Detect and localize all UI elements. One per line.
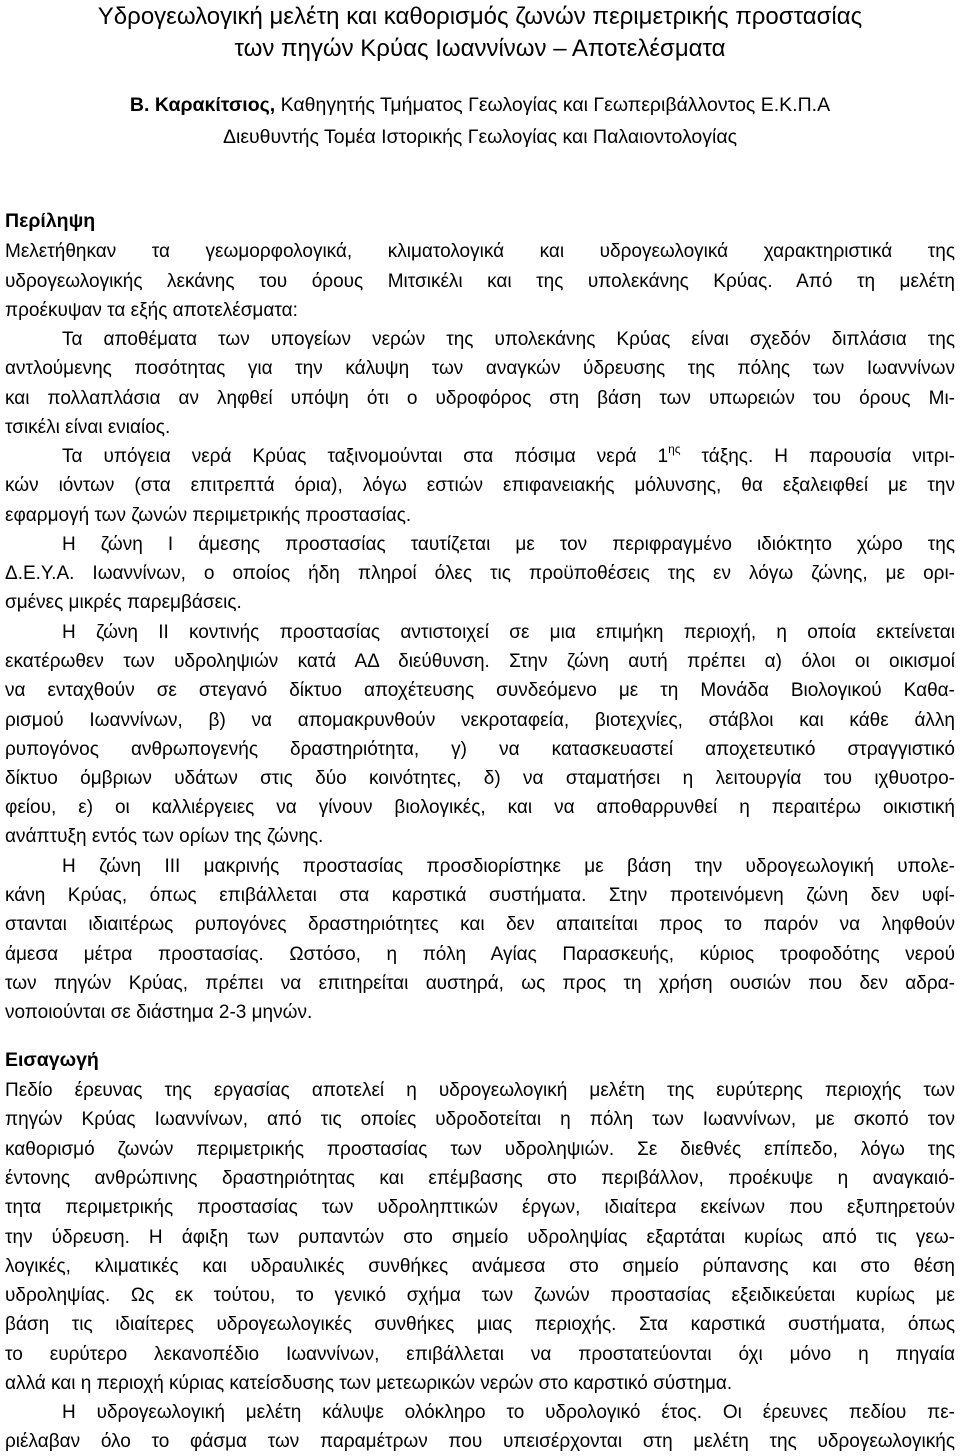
abstract-line: εφαρμογή των ζωνών περιμετρικής προστασίας.: [5, 505, 412, 526]
author-line: [0, 91, 960, 119]
introduction-line: το ευρύτερο λεκανοπέδιο Ιωαννίνων, επιβάλλεται να προστατεύονται όχι μόνο η πηγαία: [5, 1344, 955, 1365]
abstract-line: νοποιούνται σε διάστημα 2-3 μηνών.: [5, 1002, 313, 1023]
author-name: Β. Καρακίτσιος,: [129, 94, 276, 116]
abstract-line: ρισμού Ιωαννίνων, β) να απομακρυνθούν νεκροταφεία, βιοτεχνίες, στάβλοι και κάθε άλλη: [5, 710, 955, 731]
abstract-heading: Περίληψη: [5, 210, 96, 232]
introduction-line: Πεδίο έρευνας της εργασίας αποτελεί η υδρογεωλογική μελέτη της ευρύτερης περιοχής των: [5, 1080, 955, 1101]
introduction-line: πηγών Κρύας Ιωαννίνων, από τις οποίες υδροδοτείται η πόλη των Ιωαννίνων, με σκοπό τον: [5, 1109, 955, 1130]
abstract-line: φείου, ε) οι καλλιέργειες να γίνουν βιολογικές, και να αποθαρρυνθεί η περαιτέρω οικιστική: [5, 797, 955, 818]
abstract-line: κάνη Κρύας, όπως επιβάλλεται στα καρστικά συστήματα. Στην προτεινόμενη ζώνη δεν υφί-: [5, 885, 955, 906]
introduction-line: τητα περιμετρικής προστασίας των υδροληπτικών έργων, ιδιαίτερα εκείνων που εξυπηρετούν: [5, 1197, 955, 1218]
introduction-line: υδροληψίας. Ως εκ τούτου, το γενικό σχήμα των ζωνών προστασίας εξειδικεύεται κυρίως με: [5, 1285, 955, 1306]
abstract-line: να ενταχθούν σε στεγανό δίκτυο αποχέτευσης συνδεόμενο με τη Μονάδα Βιολογικού Καθα-: [5, 680, 955, 701]
abstract-line: Τα αποθέματα των υπογείων νερών της υπολεκάνης Κρύας είναι σχεδόν διπλάσια της: [62, 329, 955, 350]
introduction-line: λογικές, κλιματικές και υδραυλικές συνθήκες ανάμεσα στο σημείο ρύπανσης και στο θέση: [5, 1256, 955, 1277]
abstract-line: ανάπτυξη εντός των ορίων της ζώνης.: [5, 826, 324, 847]
introduction-heading: Εισαγωγή: [5, 1049, 99, 1071]
abstract-line: προέκυψαν τα εξής αποτελέσματα:: [5, 300, 298, 321]
abstract-line: υδρογεωλογικής λεκάνης του όρους Μιτσικέλι και της υπολεκάνης Κρύας. Από τη μελέτη: [5, 271, 955, 292]
abstract-line: Δ.Ε.Υ.Α. Ιωαννίνων, ο οποίος ήδη πληροί όλες τις προϋποθέσεις της εν λόγω ζώνης, με ορι-: [5, 563, 955, 584]
introduction-line: έντονης ανθρώπινης δραστηριότητας και επέμβασης στο περιβάλλον, προέκυψε η αναγκαιό-: [5, 1168, 955, 1189]
abstract-line: αντλούμενης ποσότητας για την κάλυψη των αναγκών ύδρευσης της πόλης των Ιωαννίνων: [5, 358, 955, 379]
introduction-line: ριέλαβαν όλο το φάσμα των παραμέτρων που υπεισέρχονται στη μελέτη της υδρογεωλογικής: [5, 1431, 955, 1452]
abstract-line: άμεσα μέτρα προστασίας. Ωστόσο, η πόλη Αγίας Παρασκευής, κύριος τροφοδότης νερού: [5, 944, 955, 965]
author-role: Διευθυντής Τομέα Ιστορικής Γεωλογίας και Παλαιοντολογίας: [222, 126, 738, 148]
introduction-line: καθορισμό ζωνών περιμετρικής προστασίας των υδροληψιών. Σε διεθνές επίπεδο, λόγω της: [5, 1139, 955, 1160]
abstract-line: ρυπογόνος ανθρωπογενής δραστηριότητα, γ) να κατασκευαστεί αποχετευτικό στραγγιστικό: [5, 739, 955, 760]
abstract-line: Η ζώνη ΙΙΙ μακρινής προστασίας προσδιορίστηκε με βάση την υδρογεωλογική υπολε-: [62, 856, 955, 877]
abstract-line: Η ζώνη Ι άμεσης προστασίας ταυτίζεται με τον περιφραγμένο ιδιόκτητο χώρο της: [62, 534, 955, 555]
introduction-line: Η υδρογεωλογική μελέτη κάλυψε ολόκληρο το υδρολογικό έτος. Οι έρευνες πεδίου πε-: [62, 1402, 955, 1423]
abstract-line: των πηγών Κρύας, πρέπει να επιτηρείται αυστηρά, ως προς τη χρήση ουσιών που δεν αδρα-: [5, 973, 955, 994]
abstract-line: κών ιόντων (στα επιτρεπτά όρια), λόγω εστιών επιφανειακής μόλυνσης, θα εξαλειφθεί με την: [5, 475, 955, 496]
abstract-line: δίκτυο όμβριων υδάτων στις δύο κοινότητες, δ) να σταματήσει η λειτουργία του ιχθυοτρο-: [5, 768, 955, 789]
ordinal-superscript: ης: [668, 442, 681, 456]
abstract-text: Τα υπόγεια νερά Κρύας ταξινομούνται στα πόσιμα νερά 1: [62, 446, 669, 467]
abstract-line: Μελετήθηκαν τα γεωμορφολογικά, κλιματολογικά και υδρογεωλογικά χαρακτηριστικά της: [5, 241, 955, 262]
abstract-text: τάξης. Η παρουσία νιτρι-: [680, 446, 956, 467]
abstract-line: τσικέλι είναι ενιαίος.: [5, 417, 171, 438]
abstract-line: στανται ιδιαιτέρως ρυπογόνες δραστηριότητες και δεν απαιτείται προς το παρόν να ληφθούν: [5, 914, 955, 935]
document-title-line-2: των πηγών Κρύας Ιωαννίνων – Αποτελέσματα: [234, 35, 726, 62]
abstract-line: σμένες μικρές παρεμβάσεις.: [5, 592, 242, 613]
introduction-line: αλλά και η περιοχή κύριας κατείσδυσης των μετεωρικών νερών στο καρστικό σύστημα.: [5, 1373, 733, 1394]
introduction-line: βάση τις ιδιαίτερες υδρογεωλογικές συνθήκες μιας περιοχής. Στα καρστικά συστήματα, όπως: [5, 1314, 955, 1335]
abstract-line: Η ζώνη ΙΙ κοντινής προστασίας αντιστοιχεί σε μια επιμήκη περιοχή, η οποία εκτείνεται: [62, 622, 955, 643]
abstract-line: εκατέρωθεν των υδροληψιών κατά ΑΔ διεύθυνση. Στην ζώνη αυτή πρέπει α) όλοι οι οικισμοί: [5, 651, 955, 672]
author-affiliation: Καθηγητής Τμήματος Γεωλογίας και Γεωπεριβάλλοντος Ε.Κ.Π.Α: [275, 94, 831, 116]
abstract-line: και πολλαπλάσια αν ληφθεί υπόψη ότι ο υδροφόρος στη βάση των υπωρειών του όρους Μι-: [5, 388, 955, 409]
abstract-line-with-superscript: [62, 443, 955, 471]
document-title-line-1: Υδρογεωλογική μελέτη και καθορισμός ζωνών περιμετρικής προστασίας: [97, 3, 863, 30]
introduction-line: την ύδρευση. Η άφιξη των ρυπαντών στο σημείο υδροληψίας εξαρτάται κυρίως από τις γεω-: [5, 1227, 955, 1248]
